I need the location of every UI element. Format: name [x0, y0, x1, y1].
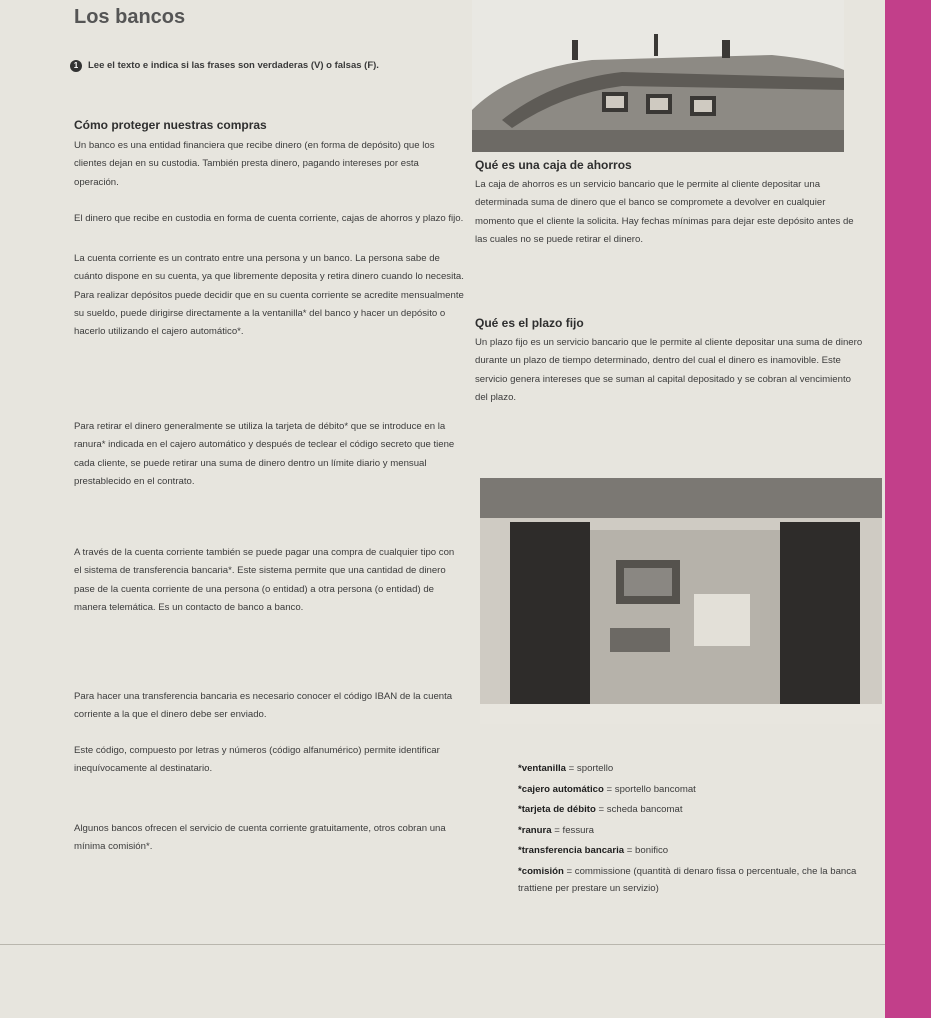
right-text-plazo: Un plazo fijo es un servicio bancario que le permite al cliente depositar una suma de dinero durante un plazo de tiempo determinado, dentro del cual el dinero es inamovible. Este servicio genera intereses que se suman al capital depositado y se cobran al vencimiento del plazo.	[475, 337, 863, 403]
paragraph-4: Para retirar el dinero generalmente se utiliza la tarjeta de débito* que se introduce en la ranura* indicada en el cajero automático y después de teclear el código secreto que tiene cada cliente, se puede retirar una suma de dinero dentro un límite diario y mensual prestablecido en el contrato.	[74, 421, 455, 487]
right-heading-plazo: Qué es el plazo fijo	[475, 316, 584, 330]
right-text-caja: La caja de ahorros es un servicio bancario que le permite al cliente depositar una determinada suma de dinero que el banco se compromete a devolver en cualquier momento que el cliente la solicita. Hay fechas mínimas para dejar este depósito antes de las cuales no se puede retirar el dinero.	[475, 179, 854, 245]
glossary-item: *transferencia bancaria = bonifico	[518, 845, 669, 857]
instruction-text: Lee el texto e indica si las frases son verdaderas (V) o falsas (F).	[88, 60, 379, 71]
left-heading: Cómo proteger nuestras compras	[74, 118, 267, 132]
bank-building-photo	[472, 0, 844, 152]
glossary-item: *cajero automático = sportello bancomat	[518, 783, 696, 795]
glossary-item: *ventanilla = sportello	[518, 763, 614, 774]
glossary	[518, 760, 878, 901]
glossary-item: *ranura = fessura	[518, 824, 594, 836]
glossary-item: *comisión = commissione (quantità di denaro fissa o percentuale, che la banca trattiene per prestare un servizio)	[518, 865, 857, 895]
paragraph-6: Para hacer una transferencia bancaria es necesario conocer el código IBAN de la cuenta corriente a la que el dinero debe ser enviado.	[74, 691, 453, 721]
exercise-instruction	[70, 58, 430, 74]
glossary-item: *tarjeta de débito = scheda bancomat	[518, 804, 683, 816]
paragraph-8: Algunos bancos ofrecen el servicio de cuenta corriente gratuitamente, otros cobran una mínima comisión*.	[74, 823, 446, 853]
paragraph-2: El dinero que recibe en custodia en forma de cuenta corriente, cajas de ahorros y plazo fijo.	[74, 213, 464, 224]
page-background-edge	[885, 0, 931, 1018]
paragraph-1: Un banco es una entidad financiera que recibe dinero (en forma de depósito) que los clientes dejan en su custodia. También presta dinero, pagando intereses por esta operación.	[74, 140, 435, 188]
paragraph-7: Este código, compuesto por letras y números (código alfanumérico) permite identificar inequívocamente al destinatario.	[74, 745, 440, 775]
page-bottom-rule	[0, 944, 885, 945]
exercise-number: 1	[70, 60, 82, 72]
paragraph-5: A través de la cuenta corriente también se puede pagar una compra de cualquier tipo con el sistema de transferencia bancaria*. Este sistema permite que una cantidad de dinero pase de la cuenta corriente de una persona (o entidad) a otra persona (o entidad) de manera telemática. Es un contacto de banco a banco.	[74, 547, 455, 613]
atm-photo	[480, 478, 882, 724]
paragraph-3: La cuenta corriente es un contrato entre una persona y un banco. La persona sabe de cuánto dispone en su cuenta, ya que libremente deposita y retira dinero cuando lo necesita. Para realizar depósitos puede decidir que en su cuenta corriente se acredite mensualmente su sueldo, puede dirigirse directamente a la ventanilla* del banco y hacer un depósito o hacerlo utilizando el cajero automático*.	[74, 253, 464, 338]
page-title: Los bancos	[74, 6, 186, 28]
right-heading-caja: Qué es una caja de ahorros	[475, 158, 632, 172]
